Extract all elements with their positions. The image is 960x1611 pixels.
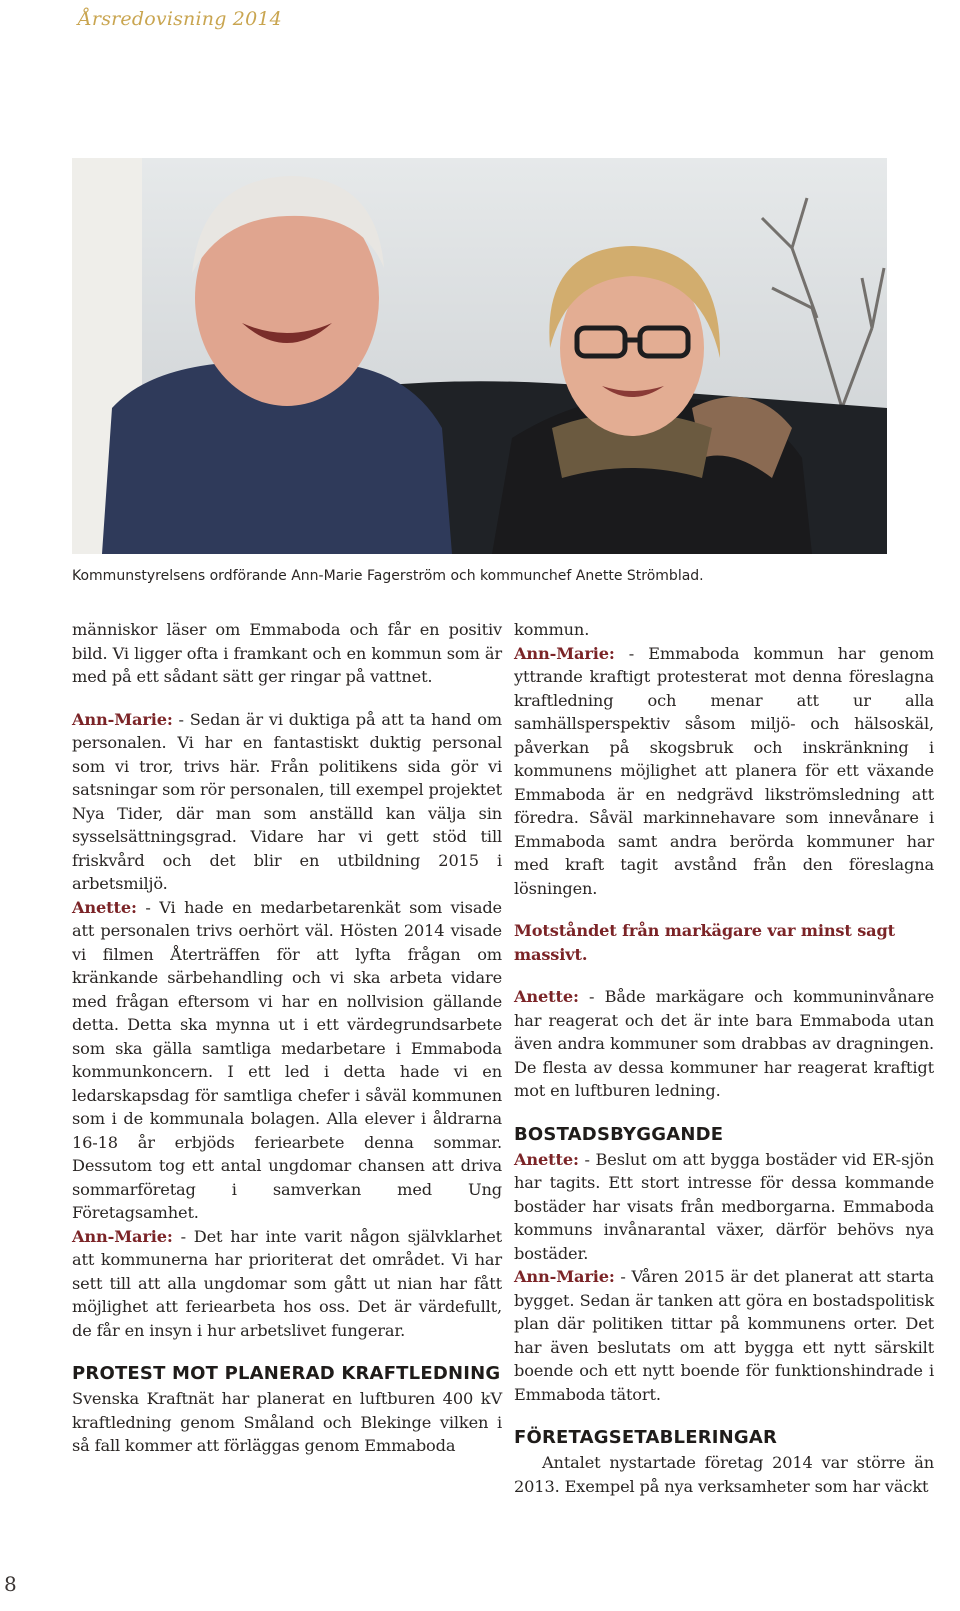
page-number: 8 [4,1572,17,1596]
section-heading: FÖRETAGSETABLERINGAR [514,1427,778,1448]
speaker-label: Anette: [72,897,137,917]
paragraph-text: - Vi hade en medarbetarenkät som visade att personalen trivs oerhört väl. Hösten 2014 visade vi filmen Återträffen för att lyfta frågan om kränkande särbehandling och vi ska arbeta vidare med frågan eftersom vi har en nollvision gällande detta. Detta ska mynna ut i ett värdegrundsarbete som ska gälla samtliga medarbetare i Emmaboda kommunkoncern. I ett led i detta hade vi en ledarskapsdag för samtliga chefer i såväl kommunen som i de kommunala bolagen. Alla elever i åldrarna 16-18 år erbjöds feriearbete denna sommar. Dessutom tog ett antal ungdomar chansen att driva sommarföretag i samverkan med Ung Företagsamhet. [72,897,502,1222]
paragraph: Svenska Kraftnät har planerat en luftburen 400 kV kraftledning genom Småland och Blekinge vilken i så fall kommer att förläggas genom Emmaboda [72,1389,502,1455]
speaker-label: Anette: [514,1149,579,1169]
paragraph [514,985,934,1103]
paragraph-text: - Våren 2015 är det planerat att starta bygget. Sedan är tanken att göra en bostadspolitisk plan där politiken tittar på kommunens orter. Det har även beslutats om att bygga ett nytt särskilt boende och ett nytt boende för funktionshindrade i Emmaboda tätort. [514,1267,934,1404]
page-header-title: Årsredovisning 2014 [78,8,282,30]
left-column [72,618,502,1458]
paragraph [72,1225,502,1343]
paragraph [514,1148,934,1266]
speaker-label: Ann-Marie: [514,643,615,663]
photo-caption: Kommunstyrelsens ordförande Ann-Marie Fagerström och kommunchef Anette Strömblad. [72,568,704,584]
speaker-label: Ann-Marie: [72,1226,173,1246]
paragraph [514,1265,934,1406]
paragraph-text: - Beslut om att bygga bostäder vid ER-sjön har tagits. Ett stort intresse för dessa kommande bostäder har visats från medborgarna. Emmaboda kommuns invånarantal växer, därför behövs nya bostäder. [514,1149,934,1263]
paragraph: kommun. [514,620,590,639]
paragraph [514,642,934,901]
section-heading: PROTEST MOT PLANERAD KRAFTLEDNING [72,1363,501,1384]
portrait-photo [72,158,887,554]
right-column [514,618,934,1498]
section-heading: BOSTADSBYGGANDE [514,1123,724,1145]
speaker-label: Anette: [514,987,579,1006]
paragraph-text: - Sedan är vi duktiga på att ta hand om personalen. Vi har en fantastiskt duktig personal som vi tror, trivs här. Från politikens sida gör vi satsningar som rör personalen, till exempel projektet Nya Tider, där man som anställd kan välja sin sysselsättningsgrad. Vidare har vi gett stöd till friskvård och det blir en utbildning 2015 i arbetsmiljö. [72,709,502,893]
paragraph-text: - Både markägare och kommuninvånare har reagerat och det är inte bara Emmaboda utan även andra kommuner som drabbas av dragningen. De flesta av dessa kommuner har reagerat kraftigt mot en luftburen ledning. [514,987,934,1100]
paragraph [72,896,502,1225]
paragraph-text: - Emmaboda kommun har genom yttrande kraftigt protesterat mot denna föreslagna kraftledning och menar att ur alla samhällsperspektiv såsom miljö- och hälsoskäl, påverkan på skogsbruk och inskränkning i kommunens möjlighet att planera för ett växande Emmaboda är en nedgrävd likströmsledning att föredra. Såväl markinnehavare som innevånare i Emmaboda samt andra berörda kommuner har med kraft tagit avstånd från den föreslagna lösningen. [514,643,934,898]
paragraph: människor läser om Emmaboda och får en positiv bild. Vi ligger ofta i framkant och en kommun som är med på ett sådant sätt ger ringar på vattnet. [72,620,502,686]
speaker-label: Ann-Marie: [72,709,173,729]
paragraph-text: - Det har inte varit någon självklarhet att kommunerna har prioriterat det området. Vi har sett till att alla ungdomar som gått ut nian har fått möjlighet att feriearbeta hos oss. Det är värdefullt, de får en insyn i hur arbetslivet fungerar. [72,1226,502,1340]
lead-question: Motståndet från markägare var minst sagt massivt. [514,921,896,964]
paragraph [72,708,502,896]
paragraph: Antalet nystartade företag 2014 var större än 2013. Exempel på nya verksamheter som har väckt [514,1453,934,1496]
speaker-label: Ann-Marie: [514,1267,615,1286]
